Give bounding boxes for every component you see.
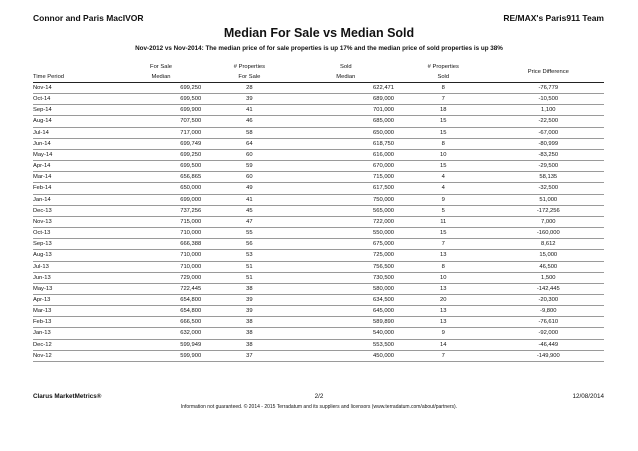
table-cell: Jan-14 xyxy=(33,194,121,205)
table-cell: 37 xyxy=(201,350,297,361)
data-table xyxy=(33,62,604,362)
table-cell: 710,000 xyxy=(121,228,201,239)
table-cell: 707,500 xyxy=(121,116,201,127)
table-cell: 13 xyxy=(394,283,493,294)
table-cell: 699,500 xyxy=(121,94,201,105)
table-cell: 38 xyxy=(201,283,297,294)
table-cell: Apr-14 xyxy=(33,161,121,172)
table-cell: 756,500 xyxy=(298,261,394,272)
table-cell: 599,900 xyxy=(121,350,201,361)
table-cell: 737,256 xyxy=(121,205,201,216)
footer-page-number: 2/2 xyxy=(314,393,324,400)
table-cell: 38 xyxy=(201,339,297,350)
header-cell: For Sale xyxy=(150,64,172,70)
table-cell: 18 xyxy=(394,105,493,116)
table-row xyxy=(33,328,604,339)
table-cell: 39 xyxy=(201,306,297,317)
table-cell: 717,000 xyxy=(121,127,201,138)
table-row xyxy=(33,138,604,149)
table-cell: 715,000 xyxy=(121,216,201,227)
table-cell: 699,000 xyxy=(121,194,201,205)
table-cell: Apr-13 xyxy=(33,294,121,305)
table-cell: -160,000 xyxy=(493,228,604,239)
table-cell: 699,500 xyxy=(121,161,201,172)
table-cell: Nov-14 xyxy=(33,83,121,94)
table-cell: 10 xyxy=(394,149,493,160)
table-cell: 450,000 xyxy=(298,350,394,361)
table-cell: 64 xyxy=(201,138,297,149)
table-cell: 729,000 xyxy=(121,272,201,283)
table-cell: Oct-14 xyxy=(33,94,121,105)
table-cell: 28 xyxy=(201,83,297,94)
table-cell: -22,500 xyxy=(493,116,604,127)
table-cell: 7 xyxy=(394,350,493,361)
table-row xyxy=(33,317,604,328)
table-cell: -9,800 xyxy=(493,306,604,317)
table-cell: 46,500 xyxy=(493,261,604,272)
table-cell: Aug-14 xyxy=(33,116,121,127)
table-cell: 39 xyxy=(201,94,297,105)
table-row xyxy=(33,294,604,305)
table-row xyxy=(33,116,604,127)
report-subtitle: Nov-2012 vs Nov-2014: The median price of for sale properties is up 17% and the median price of sold properties is up 38% xyxy=(135,45,503,52)
table-cell: 725,000 xyxy=(298,250,394,261)
footer-date: 12/08/2014 xyxy=(572,393,604,400)
table-cell: -142,445 xyxy=(493,283,604,294)
table-row xyxy=(33,105,604,116)
table-cell: Jun-14 xyxy=(33,138,121,149)
table-cell: 622,471 xyxy=(298,83,394,94)
table-cell: 550,000 xyxy=(298,228,394,239)
table-cell: 685,000 xyxy=(298,116,394,127)
table-cell: -32,500 xyxy=(493,183,604,194)
table-cell: 38 xyxy=(201,328,297,339)
table-cell: 45 xyxy=(201,205,297,216)
table-cell: 10 xyxy=(394,272,493,283)
table-row xyxy=(33,94,604,105)
header-cell-time-period: Time Period xyxy=(33,72,121,83)
table-row xyxy=(33,216,604,227)
report-title: Median For Sale vs Median Sold xyxy=(223,26,415,40)
table-cell: 8 xyxy=(394,261,493,272)
table-cell: 634,500 xyxy=(298,294,394,305)
header-cell xyxy=(33,62,121,72)
table-cell: 654,800 xyxy=(121,306,201,317)
table-cell: 632,000 xyxy=(121,328,201,339)
table-cell: 5 xyxy=(394,205,493,216)
table-cell: Nov-12 xyxy=(33,350,121,361)
header-cell-price-difference: Price Difference xyxy=(493,62,604,83)
table-cell: 51,000 xyxy=(493,194,604,205)
header-cell: Median xyxy=(121,72,201,83)
table-cell: 59 xyxy=(201,161,297,172)
table-cell: Mar-14 xyxy=(33,172,121,183)
table-cell: Sep-14 xyxy=(33,105,121,116)
table-row xyxy=(33,272,604,283)
table-row xyxy=(33,194,604,205)
table-cell: 650,000 xyxy=(121,183,201,194)
table-cell: 14 xyxy=(394,339,493,350)
table-cell: Sep-13 xyxy=(33,239,121,250)
header-cell: Sold xyxy=(339,64,352,70)
table-cell: -76,610 xyxy=(493,317,604,328)
table-cell: 710,000 xyxy=(121,261,201,272)
table-cell: 49 xyxy=(201,183,297,194)
table-cell: Dec-12 xyxy=(33,339,121,350)
table-cell: 41 xyxy=(201,105,297,116)
table-cell: 46 xyxy=(201,116,297,127)
table-row xyxy=(33,205,604,216)
table-cell: -10,500 xyxy=(493,94,604,105)
table-cell: 699,250 xyxy=(121,149,201,160)
table-cell: -76,779 xyxy=(493,83,604,94)
table-cell: 656,865 xyxy=(121,172,201,183)
table-cell: 722,000 xyxy=(298,216,394,227)
table-cell: 675,000 xyxy=(298,239,394,250)
table-cell: -80,999 xyxy=(493,138,604,149)
table-cell: 1,500 xyxy=(493,272,604,283)
table-row xyxy=(33,250,604,261)
team-name: RE/MAX's Paris911 Team xyxy=(503,13,604,23)
table-cell: -83,250 xyxy=(493,149,604,160)
table-cell: 7,000 xyxy=(493,216,604,227)
table-cell: 55 xyxy=(201,228,297,239)
table-cell: Jul-13 xyxy=(33,261,121,272)
footer-source: Clarus MarketMetrics® xyxy=(33,393,102,400)
table-cell: 722,445 xyxy=(121,283,201,294)
table-cell: 580,000 xyxy=(298,283,394,294)
table-cell: 553,500 xyxy=(298,339,394,350)
table-cell: 589,890 xyxy=(298,317,394,328)
table-cell: 730,500 xyxy=(298,272,394,283)
table-cell: Feb-13 xyxy=(33,317,121,328)
table-cell: 699,250 xyxy=(121,83,201,94)
header-row-top xyxy=(33,62,604,72)
table-cell: 51 xyxy=(201,261,297,272)
table-cell: 7 xyxy=(394,94,493,105)
table-cell: 565,000 xyxy=(298,205,394,216)
table-row xyxy=(33,149,604,160)
table-cell: 701,000 xyxy=(298,105,394,116)
table-row xyxy=(33,127,604,138)
table-cell: 11 xyxy=(394,216,493,227)
table-cell: 670,000 xyxy=(298,161,394,172)
table-cell: -67,000 xyxy=(493,127,604,138)
table-cell: 4 xyxy=(394,183,493,194)
table-cell: -172,256 xyxy=(493,205,604,216)
table-cell: 750,000 xyxy=(298,194,394,205)
table-cell: 8 xyxy=(394,83,493,94)
table-cell: 51 xyxy=(201,272,297,283)
table-cell: 13 xyxy=(394,306,493,317)
table-cell: 616,000 xyxy=(298,149,394,160)
table-row xyxy=(33,350,604,361)
table-cell: Jul-14 xyxy=(33,127,121,138)
table-cell: -20,300 xyxy=(493,294,604,305)
table-cell: -92,000 xyxy=(493,328,604,339)
table-row xyxy=(33,172,604,183)
table-row xyxy=(33,306,604,317)
table-cell: 60 xyxy=(201,172,297,183)
header-cell: Sold xyxy=(394,72,493,83)
table-cell: 15 xyxy=(394,116,493,127)
table-cell: May-14 xyxy=(33,149,121,160)
table-row xyxy=(33,228,604,239)
table-row xyxy=(33,261,604,272)
table-cell: Oct-13 xyxy=(33,228,121,239)
table-cell: 15 xyxy=(394,161,493,172)
table-cell: 58 xyxy=(201,127,297,138)
table-cell: 699,900 xyxy=(121,105,201,116)
table-cell: 699,749 xyxy=(121,138,201,149)
table-cell: 650,000 xyxy=(298,127,394,138)
table-cell: 8 xyxy=(394,138,493,149)
table-cell: 13 xyxy=(394,250,493,261)
table-cell: 53 xyxy=(201,250,297,261)
table-row xyxy=(33,161,604,172)
table-cell: Nov-13 xyxy=(33,216,121,227)
table-cell: 60 xyxy=(201,149,297,160)
table-cell: 20 xyxy=(394,294,493,305)
table-cell: 617,500 xyxy=(298,183,394,194)
table-cell: 715,000 xyxy=(298,172,394,183)
table-cell: -29,500 xyxy=(493,161,604,172)
table-row xyxy=(33,83,604,94)
table-cell: Jun-13 xyxy=(33,272,121,283)
table-cell: May-13 xyxy=(33,283,121,294)
table-cell: 666,388 xyxy=(121,239,201,250)
table-cell: 41 xyxy=(201,194,297,205)
table-row xyxy=(33,183,604,194)
table-cell: 39 xyxy=(201,294,297,305)
header-cell: # Properties xyxy=(233,64,266,70)
table-cell: Feb-14 xyxy=(33,183,121,194)
table-cell: 710,000 xyxy=(121,250,201,261)
table-cell: 654,800 xyxy=(121,294,201,305)
table-cell: Jan-13 xyxy=(33,328,121,339)
table-cell: 1,100 xyxy=(493,105,604,116)
table-cell: -149,900 xyxy=(493,350,604,361)
table-cell: 15,000 xyxy=(493,250,604,261)
table-cell: 540,000 xyxy=(298,328,394,339)
table-cell: 8,612 xyxy=(493,239,604,250)
table-cell: -46,449 xyxy=(493,339,604,350)
table-cell: 15 xyxy=(394,127,493,138)
table-cell: 13 xyxy=(394,317,493,328)
header-cell: Median xyxy=(298,72,394,83)
table-cell: 56 xyxy=(201,239,297,250)
table-cell: Mar-13 xyxy=(33,306,121,317)
table-cell: 9 xyxy=(394,194,493,205)
agent-name: Connor and Paris MacIVOR xyxy=(33,13,144,23)
table-cell: 618,750 xyxy=(298,138,394,149)
table-cell: 38 xyxy=(201,317,297,328)
table-row xyxy=(33,239,604,250)
header-cell: # Properties xyxy=(427,64,459,70)
table-cell: 15 xyxy=(394,228,493,239)
table-cell: 7 xyxy=(394,239,493,250)
table-cell: 47 xyxy=(201,216,297,227)
table-cell: 666,500 xyxy=(121,317,201,328)
table-cell: 9 xyxy=(394,328,493,339)
table-cell: 58,135 xyxy=(493,172,604,183)
table-cell: Aug-13 xyxy=(33,250,121,261)
table-cell: Dec-13 xyxy=(33,205,121,216)
footer-disclaimer: Information not guaranteed. © 2014 - 2015 Terradatum and its suppliers and licensors (www.terradatum.com/about/partners). xyxy=(180,404,458,410)
table-cell: 689,000 xyxy=(298,94,394,105)
table-row xyxy=(33,339,604,350)
table-body xyxy=(33,83,604,362)
table-cell: 645,000 xyxy=(298,306,394,317)
table-cell: 599,949 xyxy=(121,339,201,350)
table-cell: 4 xyxy=(394,172,493,183)
table-row xyxy=(33,283,604,294)
header-cell: For Sale xyxy=(201,72,297,83)
